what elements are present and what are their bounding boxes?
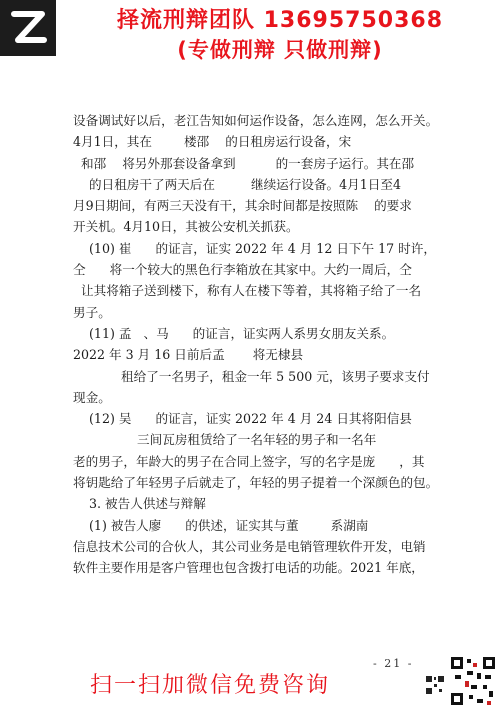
logo-icon (0, 0, 56, 56)
text-line: 月9日期间，有两三天没有干，其余时间都是按照陈 的要求 (73, 198, 412, 214)
text-line: (10) 崔 的证言，证实 2022 年 4 月 12 日下午 17 时许， (73, 240, 436, 256)
section-heading: 3. 被告人供述与辩解 (73, 496, 206, 512)
header-contact-line: 择流刑辩团队 13695750368 (116, 8, 444, 33)
text-line: (1) 被告人廖 的供述，证实其与董 系湖南 (73, 517, 369, 533)
text-line: 软件主要作用是客户管理也包含拨打电话的功能。2021 年底， (73, 560, 424, 576)
small-qr-icon (425, 675, 445, 695)
text-line: 租给了一名男子，租金一年 5 500 元，该男子要求支付 (73, 368, 430, 384)
header-slogan-line: (专做刑辩 只做刑辩) (177, 38, 383, 62)
wechat-qr-code-icon (449, 655, 497, 707)
text-line: 4月1日，其在 楼邵 的日租房运行设备，宋 (73, 134, 352, 150)
text-line: 男子。 (73, 304, 111, 320)
text-line: 将钥匙给了年轻男子后就走了，年轻的男子提着一个深颜色的包。 (73, 475, 439, 491)
qr-code-area (425, 655, 497, 707)
text-line: 信息技术公司的合伙人，其公司业务是电销管理软件开发，电销 (73, 538, 426, 554)
text-line: 开关机。4月10日，其被公安机关抓获。 (73, 219, 299, 235)
footer-wechat-banner: 扫一扫加微信免费咨询 (89, 673, 330, 698)
text-line: 仝 将一个较大的黑色行李箱放在其家中。大约一周后，仝 (73, 262, 412, 278)
text-line: 和邵 将另外那套设备拿到 的一套房子运行。其在邵 (73, 155, 415, 171)
text-line: 让其将箱子送到楼下，称有人在楼下等着，其将箱子给了一名 (73, 283, 422, 299)
text-line: 设备调试好以后，老江告知如何运作设备，怎么连网，怎么开关。 (73, 113, 439, 128)
text-line: (12) 吴 的证言，证实 2022 年 4 月 24 日其将阳信县 (73, 411, 412, 427)
promo-header-banner (0, 0, 500, 70)
text-line: 老的男子，年龄大的男子在合同上签字，写的名字是庞 ，其 (73, 453, 425, 469)
text-line: 的日租房干了两天后在 继续运行设备。4月1日至4 (73, 176, 401, 192)
text-line: 现金。 (73, 389, 111, 405)
text-line: 三间瓦房租赁给了一名年轻的男子和一名年 (73, 432, 377, 448)
document-body (73, 110, 443, 579)
text-line: (11) 孟 、马 的证言，证实两人系男女朋友关系。 (73, 325, 395, 341)
page-number: - 21 - (373, 657, 414, 670)
text-line: 2022 年 3 月 16 日前后孟 将无棣县 (73, 347, 304, 363)
